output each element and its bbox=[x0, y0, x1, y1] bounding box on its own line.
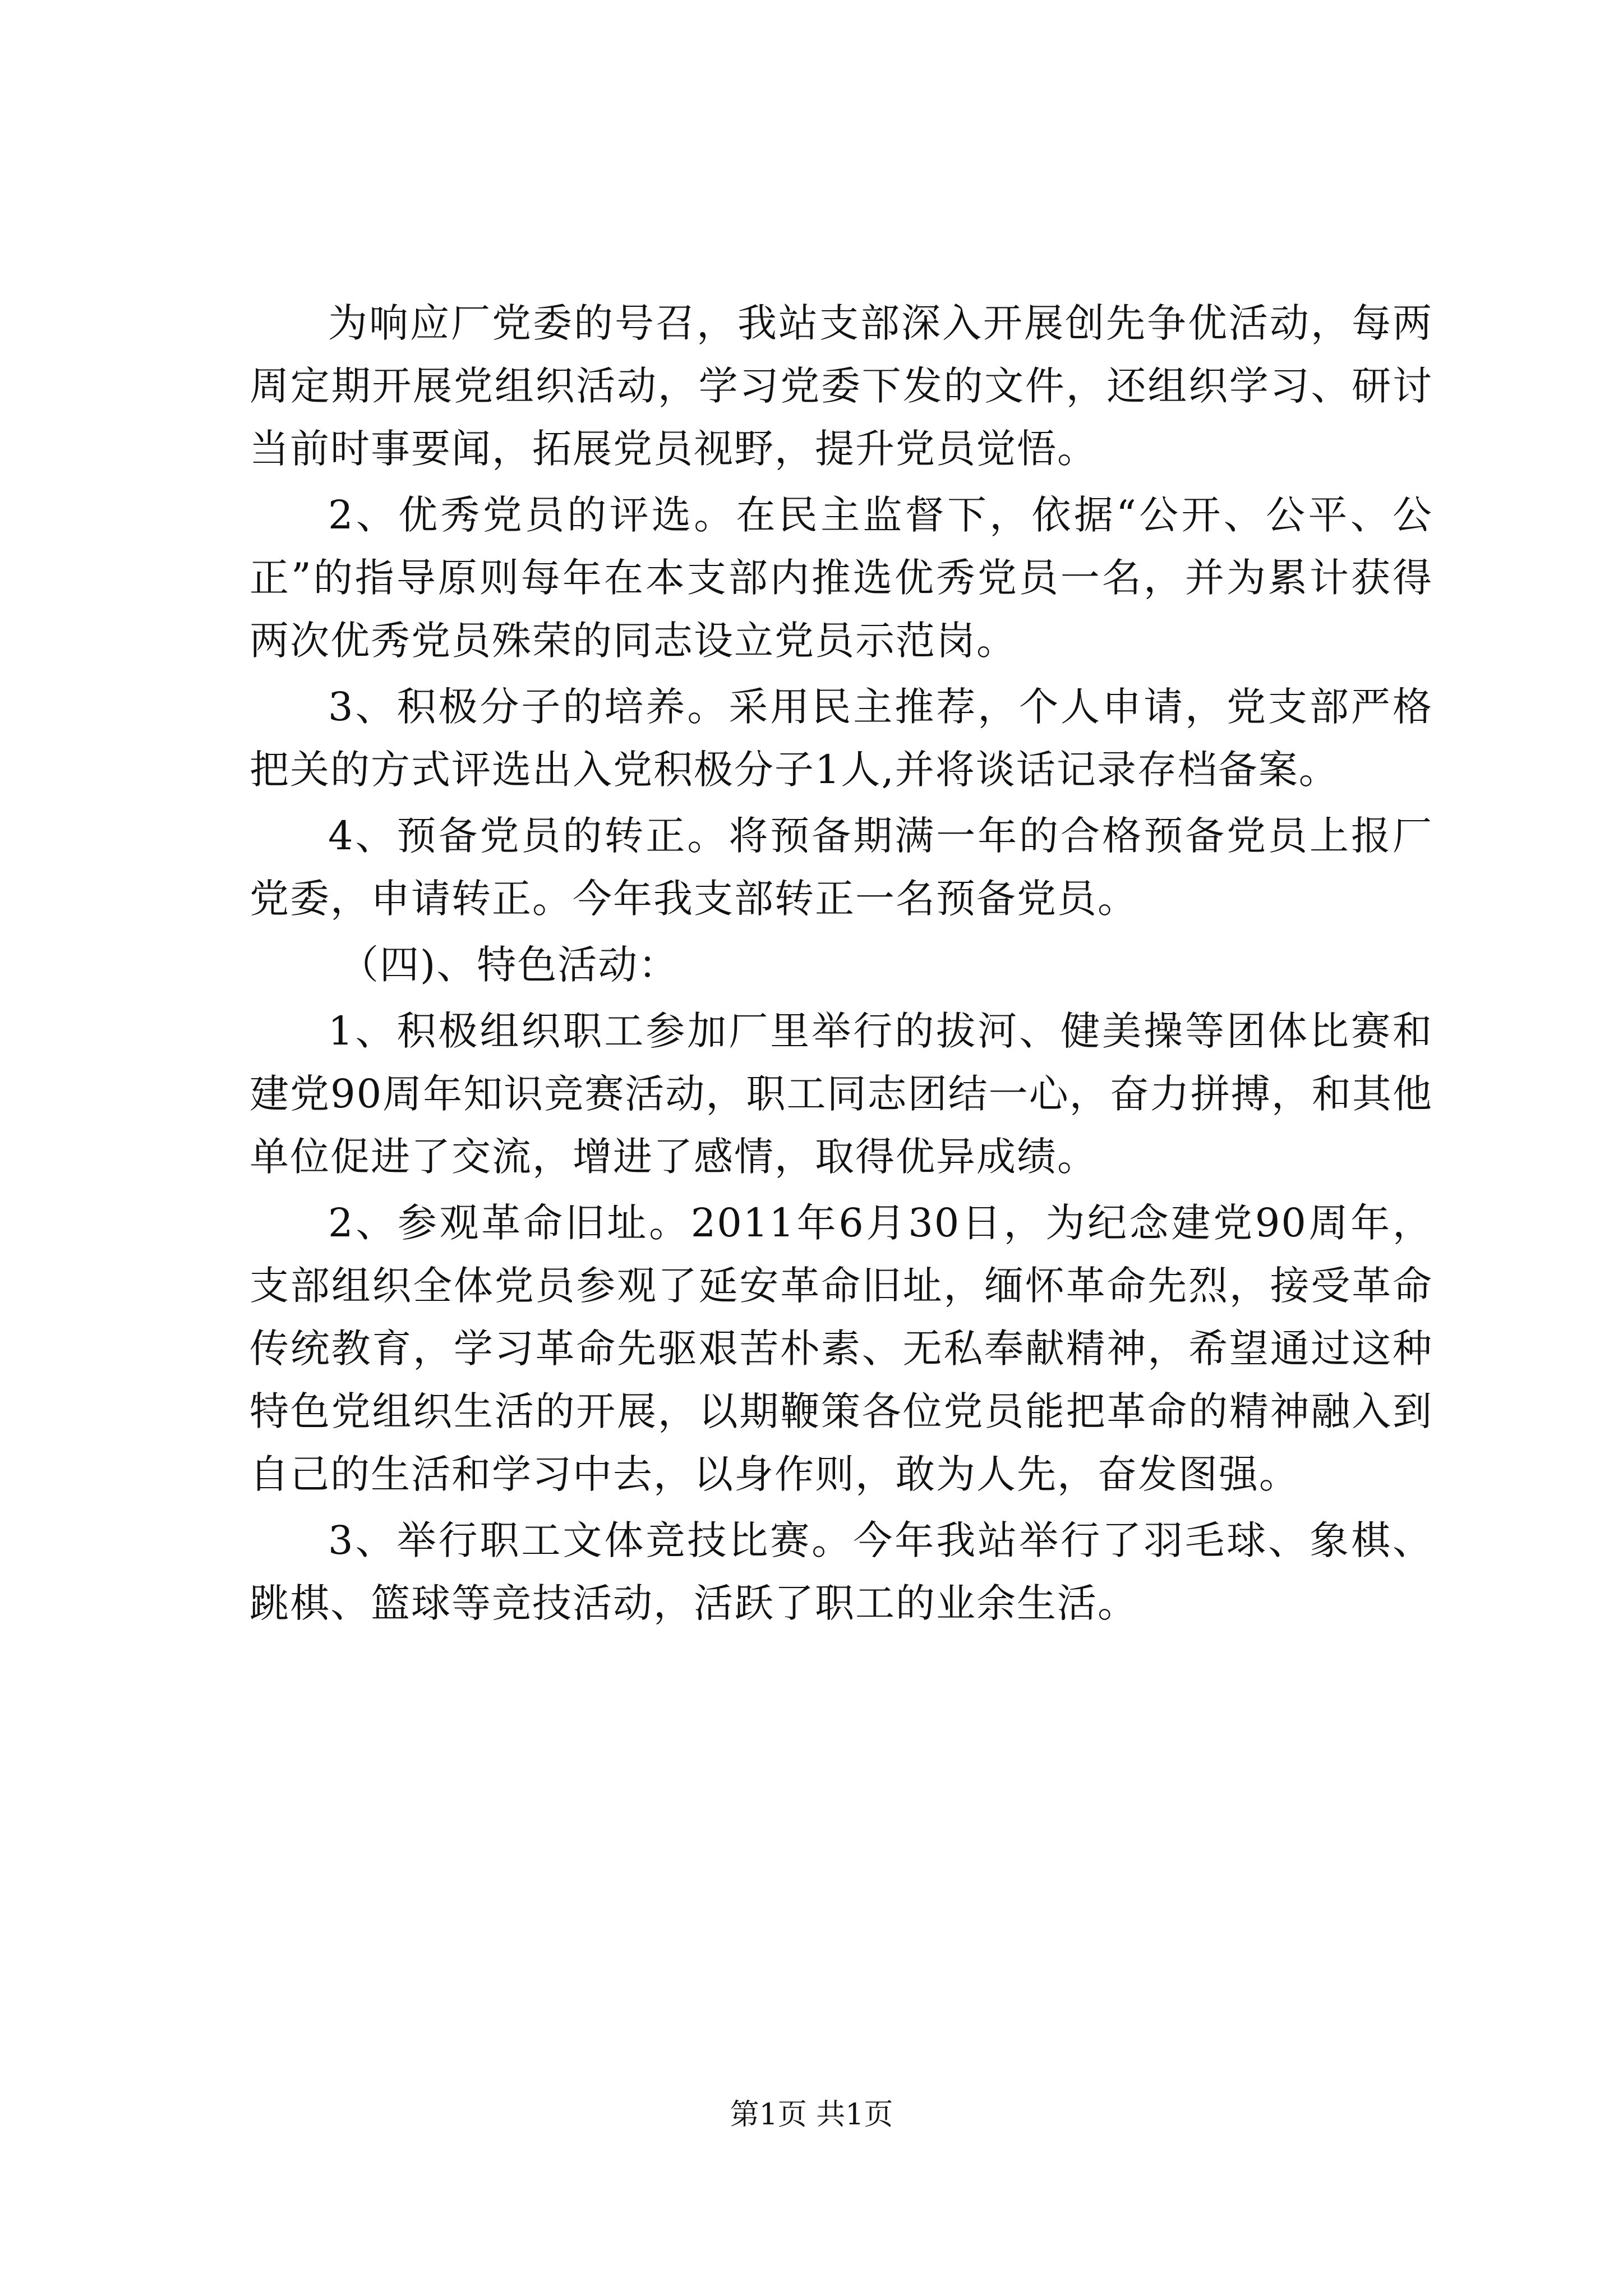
document-body bbox=[250, 292, 1433, 1638]
paragraph-activist-training: 3、积极分子的培养。采用民主推荐，个人申请，党支部严格把关的方式评选出入党积极分子1人,并将谈话记录存档备案。 bbox=[250, 684, 1433, 793]
paragraph-activities-intro: 为响应厂党委的号召，我站支部深入开展创先争优活动，每两周定期开展党组织活动，学习党委下发的文件，还组织学习、研讨当前时事要闻，拓展党员视野，提升党员觉悟。 bbox=[250, 300, 1433, 472]
paragraph-competitions: 1、积极组织职工参加厂里举行的拔河、健美操等团体比赛和建党90周年知识竞赛活动，职工同志团结一心，奋力拼搏，和其他单位促进了交流，增进了感情，取得优异成绩。 bbox=[250, 1008, 1433, 1180]
paragraph-probationary-member-conversion: 4、预备党员的转正。将预备期满一年的合格预备党员上报厂党委，申请转正。今年我支部转正一名预备党员。 bbox=[250, 813, 1433, 922]
paragraph-excellent-member-selection: 2、优秀党员的评选。在民主监督下，依据“公开、公平、公正”的指导原则每年在本支部内推选优秀党员一名，并为累计获得两次优秀党员殊荣的同志设立党员示范岗。 bbox=[250, 492, 1433, 664]
paragraph-revolutionary-site-visit: 2、参观革命旧址。2011年6月30日，为纪念建党90周年，支部组织全体党员参观了延安革命旧址，缅怀革命先烈，接受革命传统教育，学习革命先驱艰苦朴素、无私奉献精神，希望通过这种特色党组织生活的开展，以期鞭策各位党员能把革命的精神融入到自己的生活和学习中去，以身作则，敢为人先，奋发图强。 bbox=[250, 1200, 1433, 1497]
paragraph-sports-competition: 3、举行职工文体竞技比赛。今年我站举行了羽毛球、象棋、跳棋、篮球等竞技活动，活跃了职工的业余生活。 bbox=[250, 1517, 1433, 1626]
section-heading-special-activities: （四)、特色活动： bbox=[339, 942, 679, 988]
page-footer: 第1页 共1页 bbox=[730, 2098, 893, 2132]
